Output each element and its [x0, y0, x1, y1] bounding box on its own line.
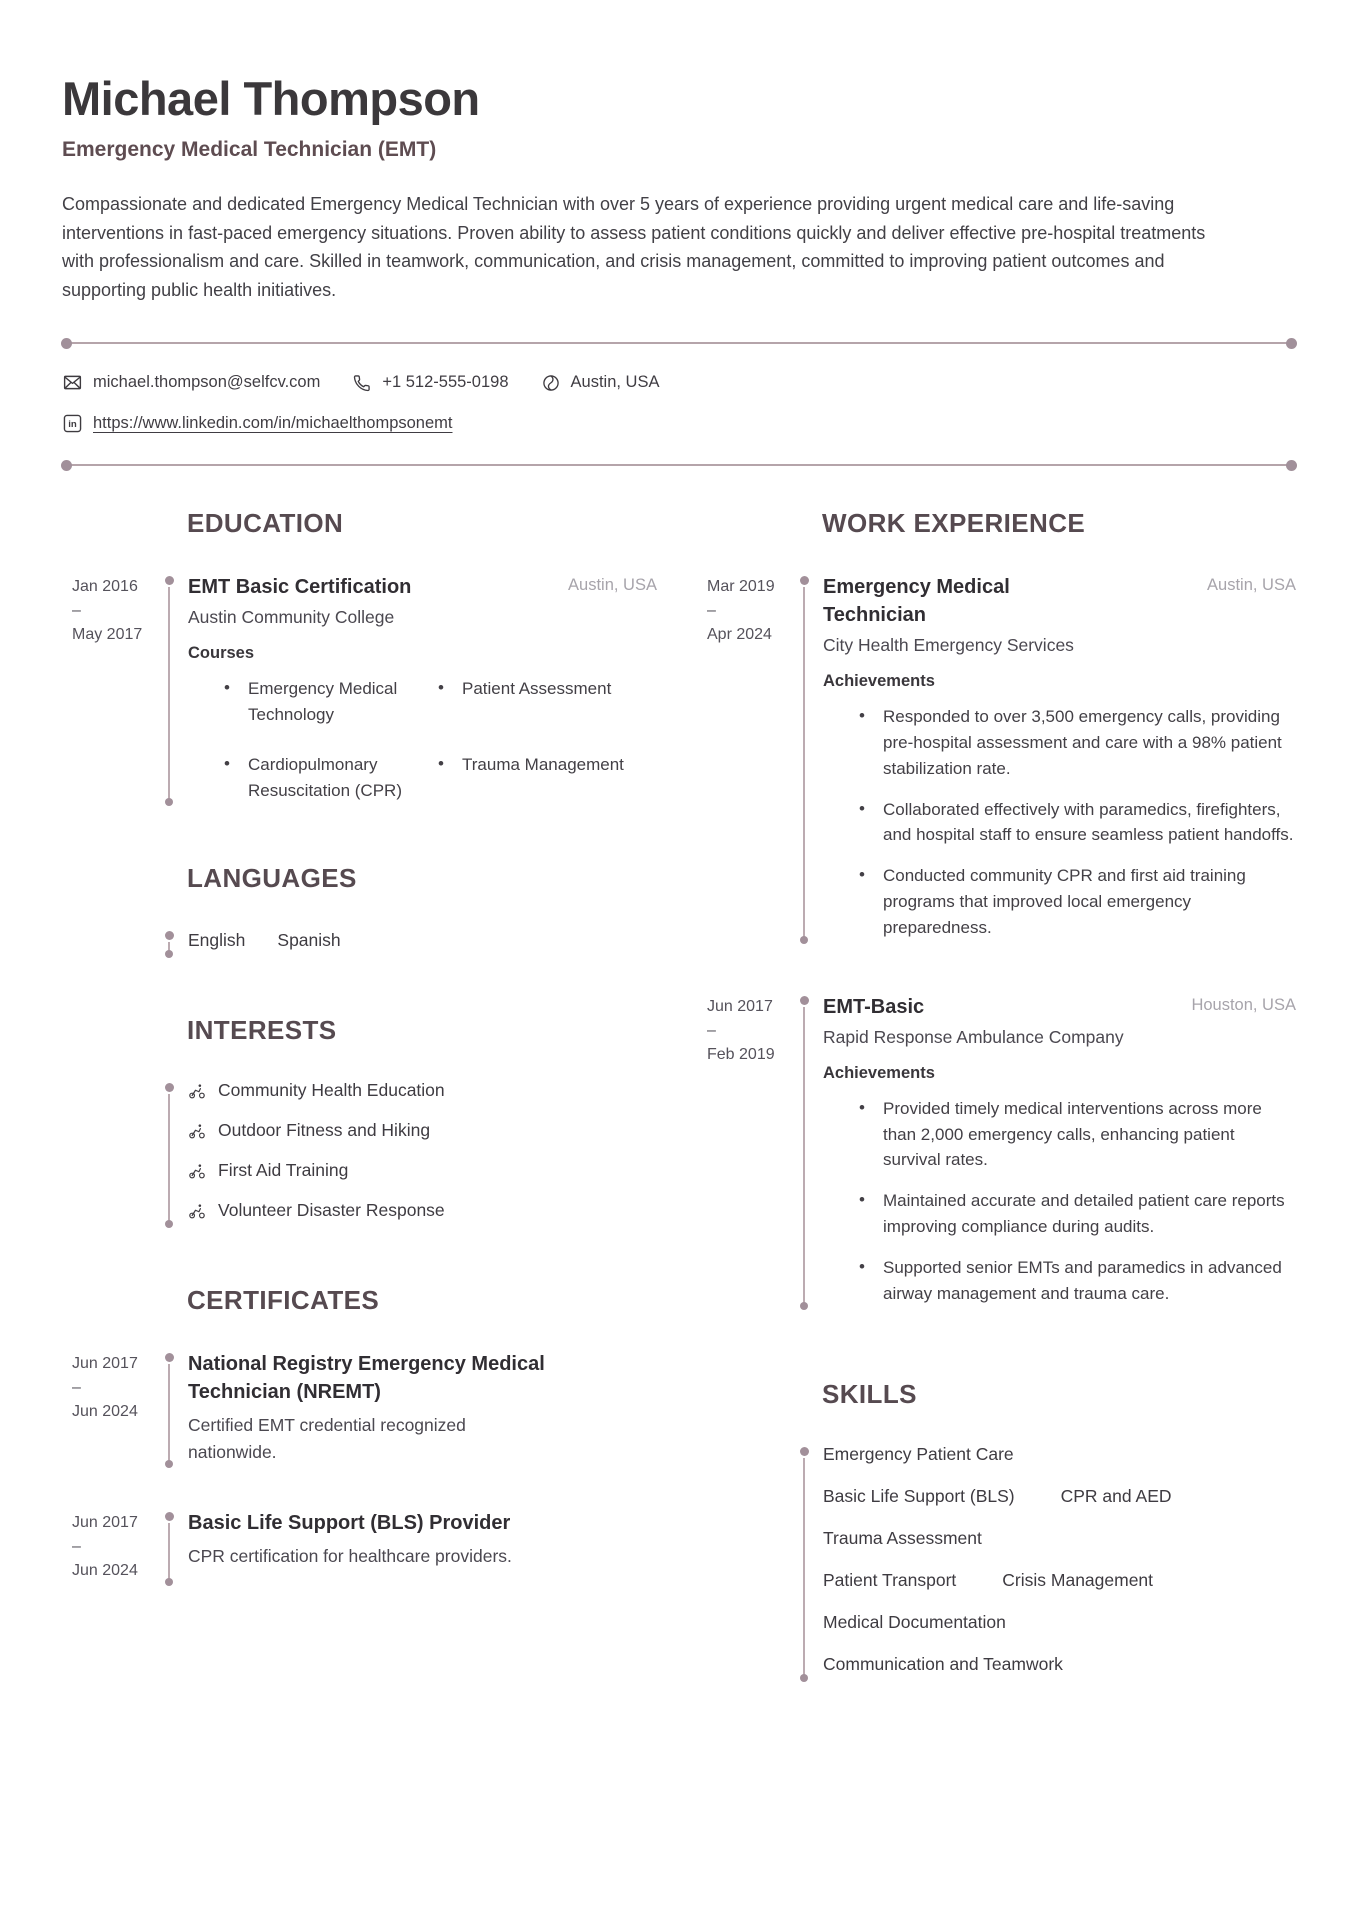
languages-row: [188, 928, 657, 955]
education-heading: EDUCATION: [187, 508, 344, 539]
language-item: English: [188, 930, 246, 951]
work-content: [809, 573, 1296, 941]
contact-section: [62, 372, 1296, 434]
email-icon: [62, 372, 83, 393]
skill-item: Basic Life Support (BLS): [823, 1485, 1015, 1506]
divider-bottom: [62, 464, 1296, 466]
achievement-item: • Collaborated effectively with paramedics, firefighters, and hospital staff to ensure seamless patient handoffs.: [857, 797, 1295, 849]
cyclist-icon: [188, 1122, 206, 1140]
cyclist-icon: [188, 1202, 206, 1220]
contact-phone: [352, 373, 508, 393]
dates-spacer: [72, 1080, 164, 1225]
email-text: michael.thompson@selfcv.com: [93, 373, 321, 392]
skill-item: Emergency Patient Care: [823, 1443, 1014, 1464]
languages-content: [174, 928, 657, 955]
linkedin-link[interactable]: https://www.linkedin.com/in/michaelthompsonemt: [93, 414, 453, 433]
interests-heading: INTERESTS: [187, 1015, 337, 1046]
education-entry-head: [188, 573, 657, 601]
work-entry: [707, 573, 1296, 941]
date-from: Jun 2017: [707, 997, 773, 1015]
section-interests: [72, 1015, 657, 1225]
timeline-rail: [164, 1509, 174, 1583]
interests-content: [174, 1080, 657, 1225]
achievements-list: [823, 1096, 1296, 1307]
achievement-item: • Provided timely medical interventions across more than 2,000 emergency calls, enhancing patient survival rates.: [857, 1096, 1295, 1173]
interest-label: Outdoor Fitness and Hiking: [218, 1120, 431, 1141]
work-dates: [707, 993, 799, 1307]
job-title: Emergency Medical Technician (EMT): [62, 138, 437, 162]
timeline-rail: [799, 573, 809, 941]
contact-row-linkedin: [62, 413, 1296, 434]
skill-row: [823, 1654, 1296, 1675]
achievement-item: • Conducted community CPR and first aid training programs that improved local emergency preparedness.: [857, 863, 1295, 940]
interests-entry: [72, 1080, 657, 1225]
date-from: Jan 2016: [72, 578, 138, 596]
date-separator: –: [72, 1379, 81, 1397]
section-skills: [707, 1379, 1296, 1679]
timeline-rail: [164, 928, 174, 955]
skill-item: Communication and Teamwork: [823, 1653, 1063, 1674]
linkedin-icon: [62, 413, 83, 434]
certificate-entry: [72, 1350, 657, 1465]
courses-list: [188, 676, 657, 803]
certificate-content: [174, 1350, 657, 1465]
right-column: [707, 508, 1296, 1678]
summary-text: Compassionate and dedicated Emergency Medical Technician with over 5 years of experience providing urgent medical care and life-saving interventions in fast-paced emergency situations. Proven ability to assess patient conditions quickly and deliver effective pre-hospital treatments with professionalism and care. Skilled in teamwork, communication, and crisis management, committed to improving patient outcomes and supporting public health initiatives.: [62, 194, 1206, 300]
contact-row-primary: [62, 372, 1296, 393]
date-separator: –: [72, 602, 81, 620]
timeline-rail: [164, 1350, 174, 1465]
school-name: Austin Community College: [188, 607, 395, 628]
date-to: Jun 2024: [72, 1561, 138, 1579]
skill-item: Medical Documentation: [823, 1611, 1006, 1632]
achievement-item: • Maintained accurate and detailed patient care reports improving compliance during audits.: [857, 1188, 1295, 1240]
skill-item: Trauma Assessment: [823, 1527, 982, 1548]
certificate-description: Certified EMT credential recognized nationwide.: [188, 1415, 466, 1462]
skill-row: [823, 1612, 1296, 1633]
timeline-rail: [799, 993, 809, 1307]
phone-icon: [352, 373, 372, 393]
work-dates: [707, 573, 799, 941]
svg-text:in: in: [68, 419, 77, 431]
achievement-item: • Supported senior EMTs and paramedics in advanced airway management and trauma care.: [857, 1255, 1295, 1307]
date-from: Mar 2019: [707, 578, 775, 596]
education-dates: [72, 573, 164, 803]
company-name: Rapid Response Ambulance Company: [823, 1026, 1124, 1047]
achievements-list: [823, 704, 1296, 941]
certificate-description: CPR certification for healthcare providers.: [188, 1545, 512, 1566]
work-entry-head: [823, 993, 1296, 1021]
course-item: • Emergency Medical Technology: [222, 676, 404, 728]
degree-title: EMT Basic Certification: [188, 576, 412, 599]
timeline-rail: [799, 1444, 809, 1679]
person-name: Michael Thompson: [62, 72, 480, 125]
interest-item: [188, 1160, 657, 1181]
education-content: [174, 573, 657, 803]
resume-body: [62, 508, 1296, 1678]
language-item: Spanish: [277, 930, 341, 951]
education-location: Austin, USA: [568, 576, 657, 595]
location-text: Austin, USA: [570, 373, 660, 392]
contact-linkedin: [62, 413, 453, 434]
section-education: [72, 508, 657, 803]
achievements-label: Achievements: [823, 1063, 935, 1082]
interest-item: [188, 1120, 657, 1141]
skill-row: [823, 1570, 1296, 1591]
certificate-dates: [72, 1350, 164, 1465]
left-column: [72, 508, 657, 1678]
achievements-label: Achievements: [823, 672, 935, 691]
divider-top: [62, 342, 1296, 344]
date-separator: –: [72, 1537, 81, 1555]
skills-entry: [707, 1444, 1296, 1679]
date-to: May 2017: [72, 626, 143, 644]
dates-spacer: [72, 928, 164, 955]
contact-email: [62, 372, 320, 393]
date-separator: –: [707, 1021, 716, 1039]
company-name: City Health Emergency Services: [823, 635, 1074, 656]
cyclist-icon: [188, 1162, 206, 1180]
timeline-rail: [164, 573, 174, 803]
skill-row: [823, 1528, 1296, 1549]
work-location: Houston, USA: [1191, 995, 1296, 1014]
achievement-item: • Responded to over 3,500 emergency calls, providing pre-hospital assessment and care with a 98% patient stabilization rate.: [857, 704, 1295, 781]
work-heading: WORK EXPERIENCE: [822, 508, 1086, 539]
cyclist-icon: [188, 1082, 206, 1100]
certificate-entry: [72, 1509, 657, 1583]
dates-spacer: [707, 1444, 799, 1679]
languages-heading: LANGUAGES: [187, 863, 357, 894]
skill-row: [823, 1486, 1296, 1507]
interest-item: [188, 1200, 657, 1221]
job-position: Emergency Medical Technician: [823, 576, 1010, 627]
timeline-rail: [164, 1080, 174, 1225]
work-entry-head: [823, 573, 1296, 629]
course-item: • Patient Assessment: [436, 676, 644, 728]
certificate-content: [174, 1509, 657, 1583]
course-item: • Trauma Management: [436, 752, 644, 804]
date-from: Jun 2017: [72, 1355, 138, 1373]
date-to: Feb 2019: [707, 1045, 775, 1063]
interest-item: [188, 1080, 657, 1101]
job-position: EMT-Basic: [823, 995, 925, 1018]
date-from: Jun 2017: [72, 1513, 138, 1531]
courses-label: Courses: [188, 644, 255, 663]
section-certificates: [72, 1285, 657, 1583]
work-location: Austin, USA: [1207, 576, 1296, 595]
skills-content: [809, 1444, 1296, 1679]
date-to: Jun 2024: [72, 1403, 138, 1421]
work-content: [809, 993, 1296, 1307]
skills-heading: SKILLS: [822, 1378, 917, 1409]
interest-label: Volunteer Disaster Response: [218, 1200, 445, 1221]
globe-icon: [541, 373, 561, 393]
skill-item: CPR and AED: [1060, 1485, 1172, 1506]
certificates-heading: CERTIFICATES: [187, 1285, 380, 1316]
skill-item: Crisis Management: [1002, 1569, 1154, 1590]
certificate-title: Basic Life Support (BLS) Provider: [188, 1511, 511, 1534]
skill-row: [823, 1444, 1296, 1465]
certificate-title: National Registry Emergency Medical Technician (NREMT): [188, 1353, 545, 1404]
work-entry: [707, 993, 1296, 1307]
interest-label: First Aid Training: [218, 1160, 349, 1181]
date-to: Apr 2024: [707, 626, 772, 644]
section-languages: [72, 863, 657, 955]
languages-entry: [72, 928, 657, 955]
certificate-dates: [72, 1509, 164, 1583]
resume-header: [62, 74, 1296, 304]
date-separator: –: [707, 602, 716, 620]
interest-label: Community Health Education: [218, 1080, 445, 1101]
education-entry: [72, 573, 657, 803]
section-work: [707, 508, 1296, 1306]
skill-item: Patient Transport: [823, 1569, 957, 1590]
course-item: • Cardiopulmonary Resuscitation (CPR): [222, 752, 404, 804]
contact-location: [541, 373, 660, 393]
phone-text: +1 512-555-0198: [382, 373, 509, 392]
